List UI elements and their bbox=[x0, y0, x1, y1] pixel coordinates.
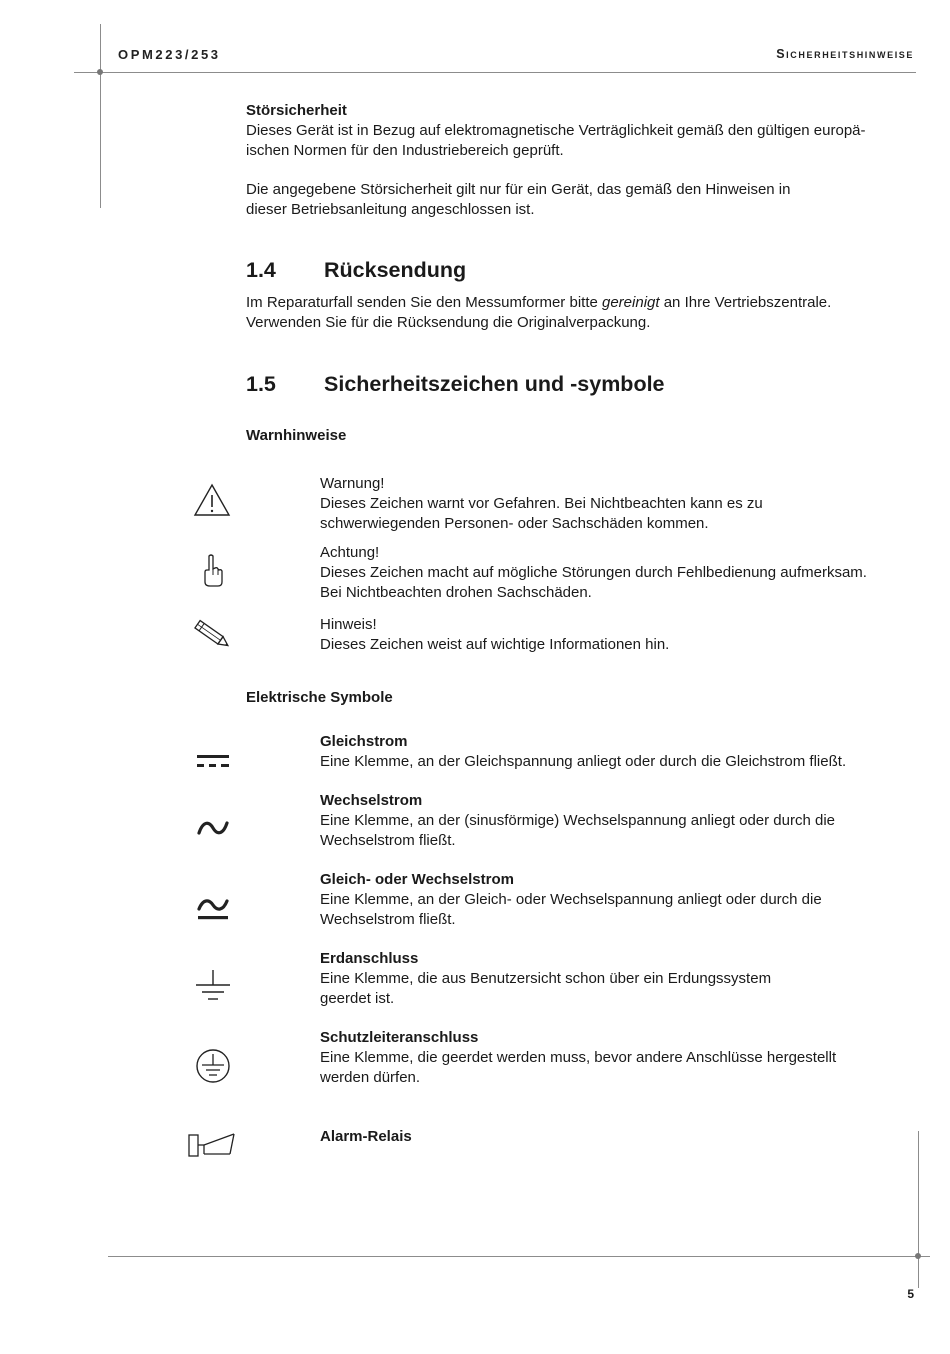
caution-line2: Bei Nichtbeachten drohen Sachschäden. bbox=[320, 584, 592, 601]
stoersicherheit-p1-line2: ischen Normen für den Industriebereich geprüft. bbox=[246, 142, 564, 159]
note-title: Hinweis! bbox=[320, 616, 377, 633]
direct-current-icon bbox=[196, 752, 230, 777]
alarm-relay-item bbox=[320, 1127, 930, 1147]
pointing-hand-icon bbox=[196, 553, 228, 594]
dc-item bbox=[320, 732, 930, 772]
section-1-4-title: Rücksendung bbox=[324, 258, 467, 282]
ruecksendung-block bbox=[246, 293, 926, 333]
warning-triangle-icon bbox=[192, 482, 232, 523]
alternating-current-icon bbox=[196, 814, 230, 847]
caution-title: Achtung! bbox=[320, 544, 380, 561]
acdc-item bbox=[320, 870, 930, 930]
note-item bbox=[320, 615, 930, 655]
elektrische-symbole-heading: Elektrische Symbole bbox=[246, 689, 393, 706]
ac-item bbox=[320, 791, 930, 851]
ruecksendung-line2: Verwenden Sie für die Rücksendung die Originalverpackung. bbox=[246, 314, 651, 331]
warning-line2: schwerwiegenden Personen- oder Sachschäden kommen. bbox=[320, 515, 709, 532]
ac-title: Wechselstrom bbox=[320, 792, 423, 809]
ground-icon bbox=[194, 968, 232, 1009]
ruecksendung-line1-start: Im Reparaturfall senden Sie den Messumformer bitte bbox=[246, 294, 602, 311]
earth-title: Erdanschluss bbox=[320, 950, 419, 967]
stoersicherheit-p2-line2: dieser Betriebsanleitung angeschlossen ist. bbox=[246, 201, 535, 218]
note-line1: Dieses Zeichen weist auf wichtige Informationen hin. bbox=[320, 636, 670, 653]
pe-title: Schutzleiteranschluss bbox=[320, 1029, 479, 1046]
earth-item bbox=[320, 949, 930, 1009]
alarm-relay-title: Alarm-Relais bbox=[320, 1128, 412, 1145]
section-1-4-number: 1.4 bbox=[246, 258, 276, 282]
caution-item bbox=[320, 543, 930, 603]
section-1-5-heading bbox=[246, 371, 665, 397]
pe-item bbox=[320, 1028, 930, 1088]
acdc-title: Gleich- oder Wechselstrom bbox=[320, 871, 514, 888]
pe-line1: Eine Klemme, die geerdet werden muss, bevor andere Anschlüsse hergestellt bbox=[320, 1049, 837, 1066]
running-section-title: Sicherheitshinweise bbox=[776, 47, 914, 61]
earth-line2: geerdet ist. bbox=[320, 990, 395, 1007]
acdc-line2: Wechselstrom fließt. bbox=[320, 911, 456, 928]
footer-rule bbox=[108, 1256, 930, 1257]
warning-title: Warnung! bbox=[320, 475, 385, 492]
header-vertical-rule bbox=[100, 24, 101, 208]
ac-dc-icon bbox=[196, 896, 230, 929]
dc-line1: Eine Klemme, an der Gleichspannung anliegt oder durch die Gleichstrom fließt. bbox=[320, 753, 847, 770]
section-1-4-heading bbox=[246, 257, 466, 283]
section-1-5-title: Sicherheitszeichen und -symbole bbox=[324, 372, 665, 396]
warning-item bbox=[320, 474, 930, 534]
footer-rule-dot bbox=[915, 1253, 921, 1259]
acdc-line1: Eine Klemme, an der Gleich- oder Wechselspannung anliegt oder durch die bbox=[320, 891, 822, 908]
caution-line1: Dieses Zeichen macht auf mögliche Störungen durch Fehlbedienung aufmerksam. bbox=[320, 564, 867, 581]
ac-line2: Wechselstrom fließt. bbox=[320, 832, 456, 849]
header-rule-dot bbox=[97, 69, 103, 75]
stoersicherheit-p1-line1: Dieses Gerät ist in Bezug auf elektromagnetische Verträglichkeit gemäß den gültigen europä- bbox=[246, 122, 866, 139]
section-1-5-number: 1.5 bbox=[246, 372, 276, 396]
pe-line2: werden dürfen. bbox=[320, 1069, 421, 1086]
stoersicherheit-p2-line1: Die angegebene Störsicherheit gilt nur für ein Gerät, das gemäß den Hinweisen in bbox=[246, 181, 791, 198]
dc-title: Gleichstrom bbox=[320, 733, 408, 750]
ac-line1: Eine Klemme, an der (sinusförmige) Wechselspannung anliegt oder durch die bbox=[320, 812, 836, 829]
header-rule bbox=[74, 72, 916, 73]
pencil-icon bbox=[190, 618, 234, 657]
stoersicherheit-title: Störsicherheit bbox=[246, 102, 347, 119]
ruecksendung-line1-end: an Ihre Vertriebszentrale. bbox=[659, 294, 832, 311]
alarm-relay-icon bbox=[186, 1128, 238, 1165]
warnhinweise-heading: Warnhinweise bbox=[246, 427, 347, 444]
earth-line1: Eine Klemme, die aus Benutzersicht schon über ein Erdungssystem bbox=[320, 970, 772, 987]
footer-vertical-rule bbox=[918, 1131, 919, 1288]
warning-line1: Dieses Zeichen warnt vor Gefahren. Bei Nichtbeachten kann es zu bbox=[320, 495, 763, 512]
doc-code: OPM223/253 bbox=[118, 47, 221, 62]
stoersicherheit-block bbox=[246, 101, 926, 220]
ruecksendung-emphasis: gereinigt bbox=[602, 294, 660, 311]
ruecksendung-line1 bbox=[246, 293, 926, 313]
protective-earth-icon bbox=[194, 1047, 232, 1090]
page-number: 5 bbox=[907, 1287, 914, 1301]
